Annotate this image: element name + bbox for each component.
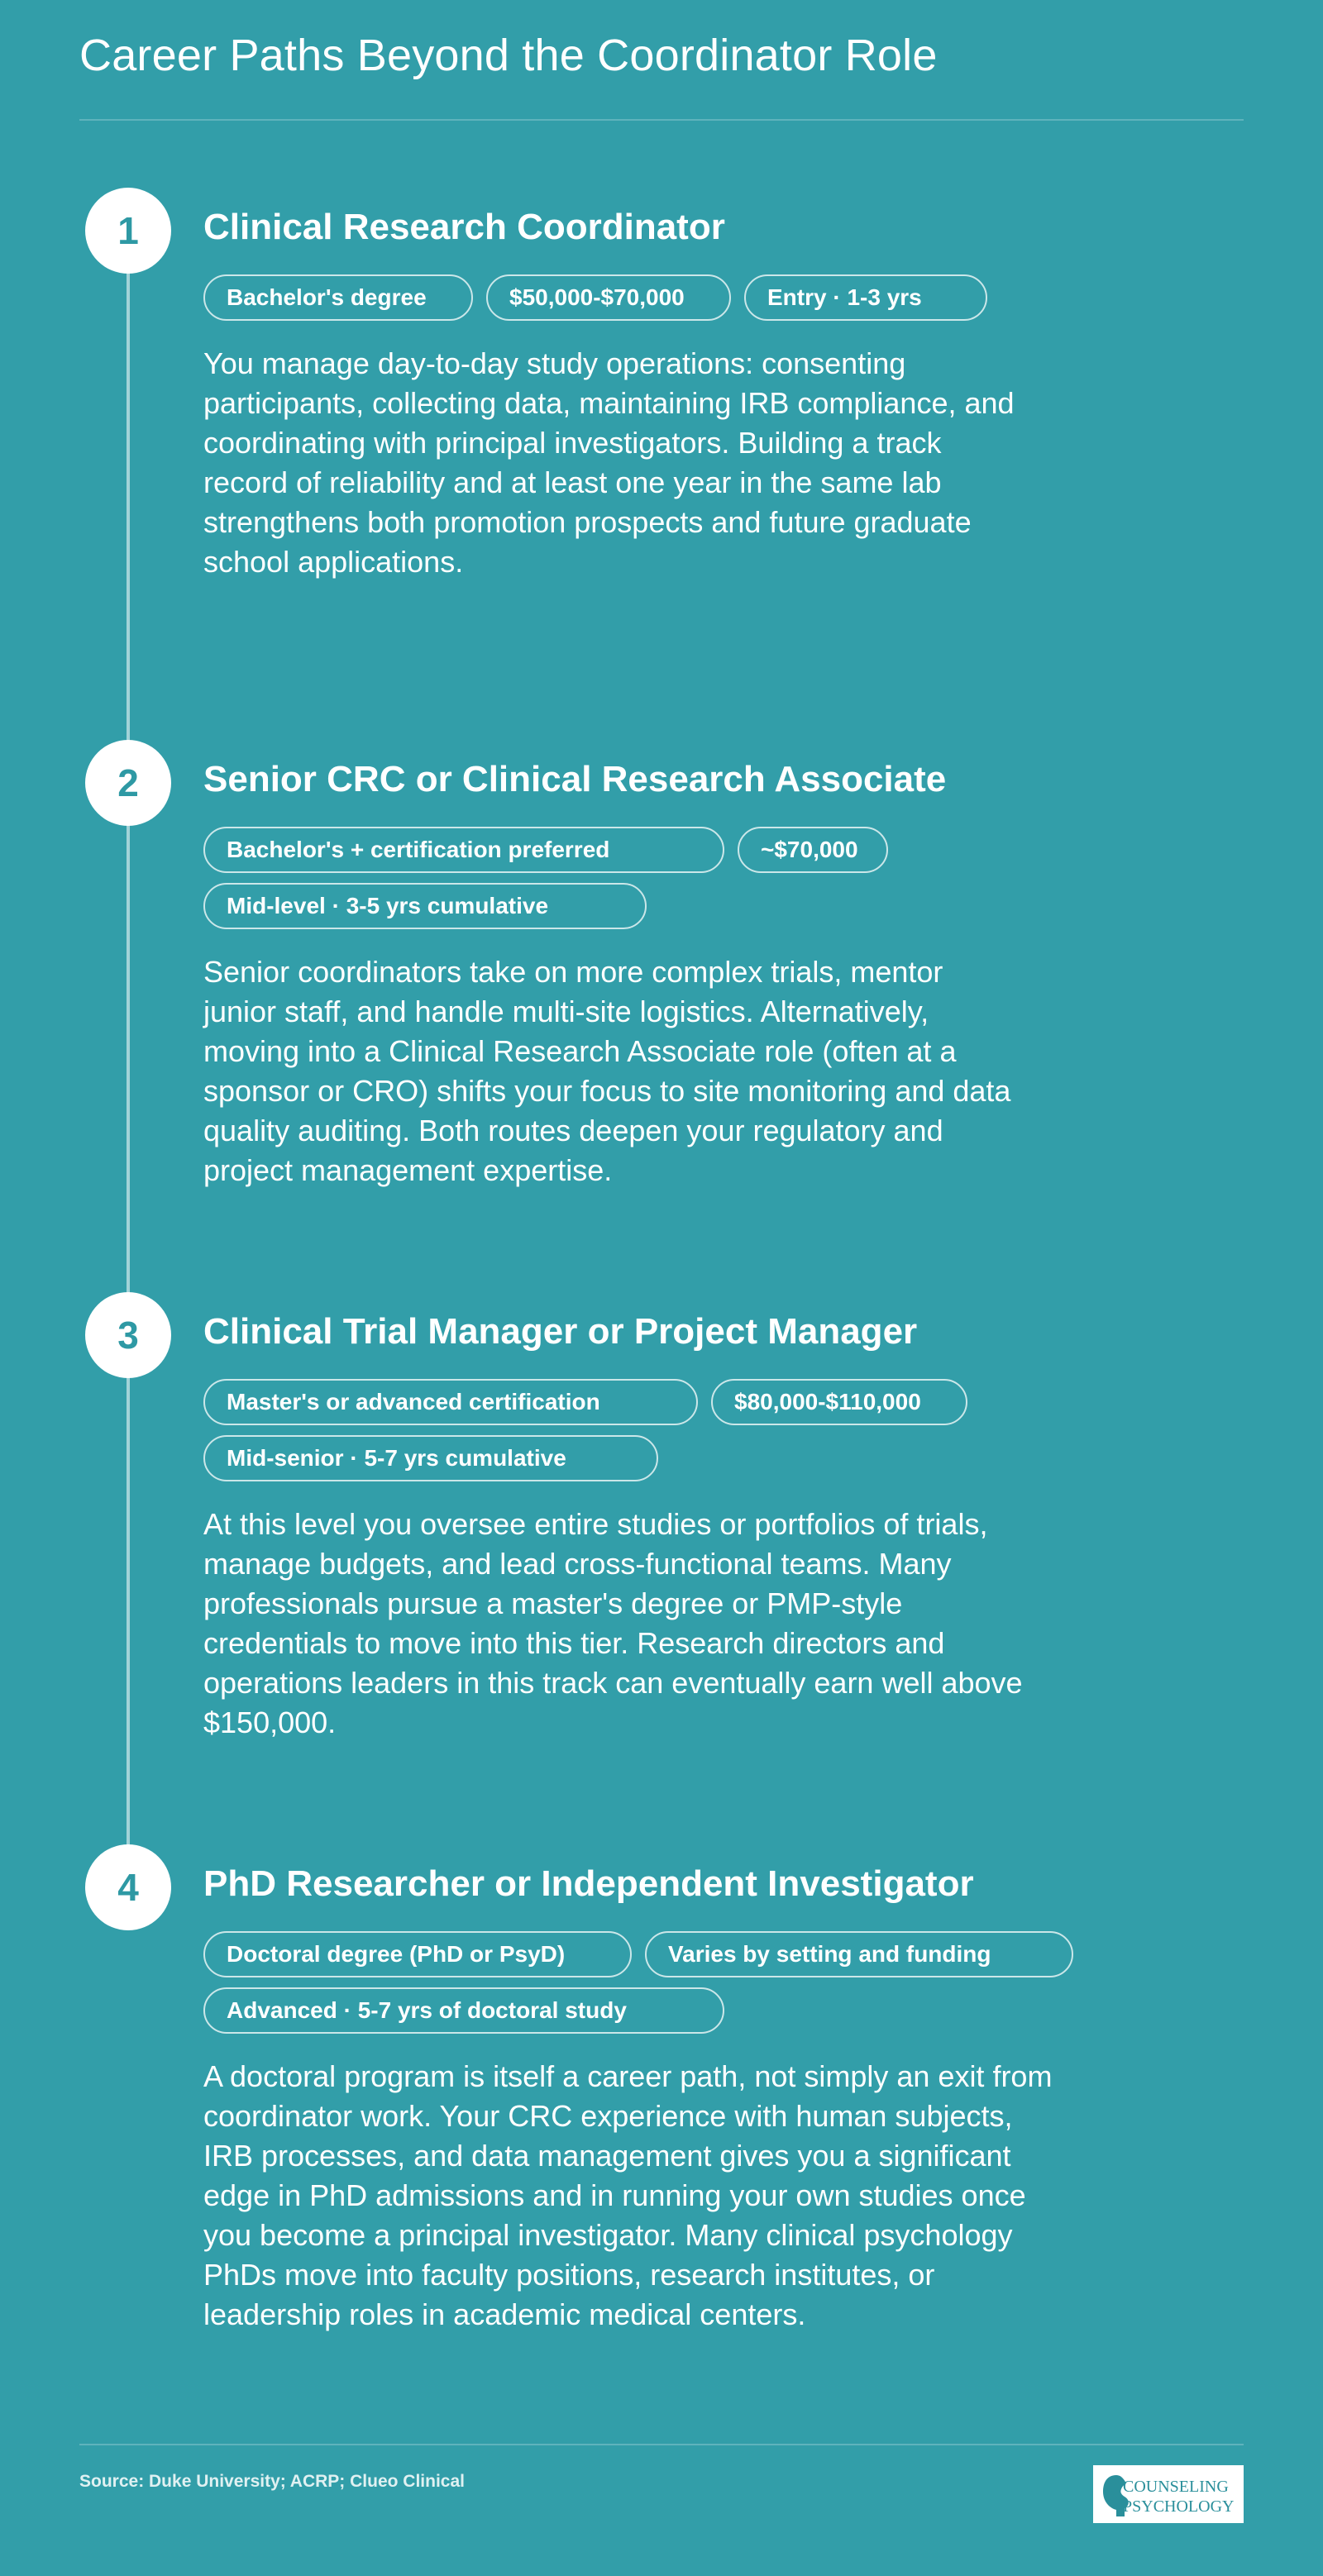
step-title: Clinical Research Coordinator bbox=[203, 207, 725, 247]
education-tag: Bachelor's + certification preferred bbox=[203, 827, 724, 873]
salary-tag: ~$70,000 bbox=[738, 827, 888, 873]
timeline-rail bbox=[127, 231, 130, 1893]
page-title: Career Paths Beyond the Coordinator Role bbox=[79, 31, 938, 80]
step-content bbox=[203, 1863, 1080, 2335]
education-tag: Bachelor's degree bbox=[203, 274, 473, 321]
step-title: PhD Researcher or Independent Investigator bbox=[203, 1863, 974, 1904]
step-tags bbox=[203, 274, 1030, 321]
step-number-badge: 1 bbox=[85, 188, 171, 274]
source-credit: Source: Duke University; ACRP; Clueo Clinical bbox=[79, 2472, 465, 2491]
step-number-badge: 3 bbox=[85, 1292, 171, 1378]
level-tag: Advanced · 5-7 yrs of doctoral study bbox=[203, 1987, 724, 2034]
step-number-badge: 2 bbox=[85, 740, 171, 826]
counseling-psychology-logo bbox=[1093, 2465, 1244, 2523]
step-tags bbox=[203, 1379, 997, 1481]
salary-tag: $80,000-$110,000 bbox=[711, 1379, 967, 1425]
footer-divider bbox=[79, 2444, 1244, 2445]
logo-line-1: COUNSELING bbox=[1123, 2478, 1229, 2496]
step-content bbox=[203, 206, 1080, 582]
level-tag: Mid-senior · 5-7 yrs cumulative bbox=[203, 1435, 658, 1481]
salary-tag: Varies by setting and funding bbox=[645, 1931, 1073, 1977]
level-tag: Entry · 1-3 yrs bbox=[744, 274, 987, 321]
step-tags bbox=[203, 1931, 1080, 2034]
step-description: You manage day-to-day study operations: consenting participants, collecting data, maintaining IRB compliance, and coordinating with principal investigators. Building a track record of reliability and at least one year in the same lab strengthens both promotion prospects and future graduate school applications. bbox=[203, 346, 1015, 579]
step-number-badge: 4 bbox=[85, 1844, 171, 1930]
logo-line-2: PSYCHOLOGY bbox=[1123, 2497, 1235, 2516]
step-tags bbox=[203, 827, 948, 929]
step-description: At this level you oversee entire studies or portfolios of trials, manage budgets, and lead cross-functional teams. Many professionals pursue a master's degree or PMP-style credentials to move into this tier. Research directors and operations leaders in this track can eventually earn well above $150,000. bbox=[203, 1506, 1023, 1739]
education-tag: Doctoral degree (PhD or PsyD) bbox=[203, 1931, 632, 1977]
step-title: Senior CRC or Clinical Research Associate bbox=[203, 759, 947, 799]
step-content bbox=[203, 758, 1080, 1190]
step-title: Clinical Trial Manager or Project Manager bbox=[203, 1311, 918, 1352]
logo-graphic bbox=[1098, 2469, 1239, 2520]
step-description: Senior coordinators take on more complex trials, mentor junior staff, and handle multi-site logistics. Alternatively, moving into a Clinical Research Associate role (often at a sponsor or CRO) shifts your focus to site monitoring and data quality auditing. Both routes deepen your regulatory and project management expertise. bbox=[203, 954, 1011, 1187]
step-description: A doctoral program is itself a career path, not simply an exit from coordinator work. Your CRC experience with human subjects, IRB processes, and data management gives you a significant edge in PhD admissions and in running your own studies once you become a principal investigator. Many clinical psychology PhDs move into faculty positions, research institutes, or leadership roles in academic medical centers. bbox=[203, 2058, 1053, 2331]
education-tag: Master's or advanced certification bbox=[203, 1379, 698, 1425]
salary-tag: $50,000-$70,000 bbox=[486, 274, 731, 321]
level-tag: Mid-level · 3-5 yrs cumulative bbox=[203, 883, 647, 929]
step-content bbox=[203, 1310, 1080, 1743]
